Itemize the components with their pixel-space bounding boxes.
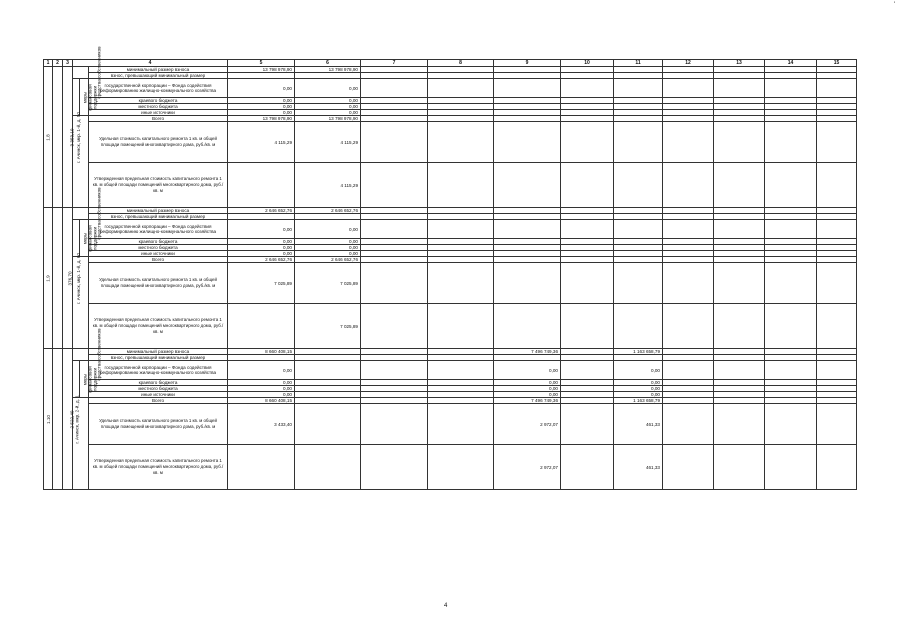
row-label-unit-cost: Удельная стоимость капитального ремонта 1 кв. м общей площади помещений многоквартирного дома, руб./кв. м [89, 404, 228, 445]
block-number [44, 67, 53, 208]
block-area-text: 2 522,40 [69, 410, 75, 428]
header-cell-8: 8 [428, 60, 494, 67]
row-label-over-min: взнос, превышающий минимальный размер [89, 355, 228, 361]
value-cell [561, 79, 614, 98]
value-cell [428, 122, 494, 163]
value-cell [817, 263, 857, 304]
block-number-text: 1.8 [45, 133, 51, 141]
support-label-text: меры финансовой поддержки [82, 365, 98, 393]
value-cell [765, 79, 817, 98]
row-label-other: иные источники [89, 392, 228, 398]
value-cell [228, 304, 295, 349]
value-cell: 0,00 [295, 79, 361, 98]
block-number-text: 1.10 [45, 414, 51, 424]
value-cell [663, 445, 714, 490]
value-cell [561, 361, 614, 380]
value-cell: 0,00 [494, 386, 561, 392]
value-cell [614, 163, 663, 208]
value-cell: 13 798 978,90 [295, 67, 361, 73]
table-row [44, 163, 857, 208]
row-label-min-fee: минимальный размер взноса [89, 208, 228, 214]
value-cell [765, 404, 817, 445]
row-label-unit-cost: Удельная стоимость капитального ремонта 1 кв. м общей площади помещений многоквартирного дома, руб./кв. м [89, 263, 228, 304]
value-cell: 2 972,07 [494, 445, 561, 490]
page-number: 4 [444, 603, 448, 609]
value-cell [295, 404, 361, 445]
value-cell [817, 404, 857, 445]
value-cell: 1 163 658,79 [614, 349, 663, 355]
support-label-text: меры финансовой поддержки [82, 224, 98, 252]
row-label-total: Всего [89, 116, 228, 122]
value-cell [228, 163, 295, 208]
row-label-unit-cost: Удельная стоимость капитального ремонта 1 кв. м общей площади помещений многоквартирного дома, руб./кв. м [89, 122, 228, 163]
value-cell: 0,00 [228, 251, 295, 257]
block-area [63, 349, 73, 490]
value-cell [765, 163, 817, 208]
row-label-local: местного бюджета [89, 386, 228, 392]
value-cell: 0,00 [228, 386, 295, 392]
value-cell [714, 361, 765, 380]
value-cell [663, 220, 714, 239]
value-cell [361, 445, 428, 490]
value-cell: 0,00 [228, 361, 295, 380]
row-label-over-min: взнос, превышающий минимальный размер [89, 214, 228, 220]
value-cell [561, 445, 614, 490]
value-cell [614, 79, 663, 98]
row-label-regional: краевого бюджета [89, 98, 228, 104]
value-cell [817, 304, 857, 349]
table-row [44, 79, 857, 98]
value-cell: 2 646 652,76 [295, 208, 361, 214]
block-area [63, 208, 73, 349]
value-cell: 4 115,29 [295, 122, 361, 163]
table-row [44, 361, 857, 380]
value-cell: 2 646 652,76 [228, 208, 295, 214]
row-label-min-fee: минимальный размер взноса [89, 67, 228, 73]
value-cell: 0,00 [614, 361, 663, 380]
value-cell [561, 220, 614, 239]
row-label-state-corp: государственной корпорации – Фонда содействия реформированию жилищно-коммунального хозяйства [89, 361, 228, 380]
value-cell [228, 445, 295, 490]
value-cell [817, 445, 857, 490]
row-label-approved-cost: Утвержденная предельная стоимость капитального ремонта 1 кв. м общей площади помещений многоквартирного дома, руб./кв. м [89, 163, 228, 208]
value-cell [494, 122, 561, 163]
value-cell: 4 115,29 [228, 122, 295, 163]
value-cell: 7 496 749,36 [494, 349, 561, 355]
value-cell [295, 361, 361, 380]
repair-plan-grid [43, 46, 857, 490]
value-cell: 0,00 [295, 104, 361, 110]
table-row [44, 404, 857, 445]
value-cell: 0,00 [228, 110, 295, 116]
row-label-over-min: взнос, превышающий минимальный размер [89, 73, 228, 79]
value-cell: 7 496 749,36 [494, 398, 561, 404]
value-cell [765, 361, 817, 380]
value-cell: 0,00 [228, 380, 295, 386]
value-cell [714, 263, 765, 304]
corner-mark: ' [894, 2, 896, 8]
value-cell [361, 361, 428, 380]
row-label-other: иные источники [89, 251, 228, 257]
value-cell: 0,00 [228, 104, 295, 110]
block-address-text: г. Ачинск, мкр. 1-й, д. 60 [75, 252, 81, 304]
value-cell [428, 361, 494, 380]
value-cell [561, 304, 614, 349]
value-cell [614, 122, 663, 163]
value-cell [663, 263, 714, 304]
value-cell: 7 025,89 [228, 263, 295, 304]
table-row [44, 122, 857, 163]
value-cell: 2 646 652,76 [228, 257, 295, 263]
value-cell [561, 404, 614, 445]
header-cell-10: 10 [561, 60, 614, 67]
value-cell: 0,00 [295, 110, 361, 116]
value-cell [765, 445, 817, 490]
value-cell [663, 361, 714, 380]
row-label-approved-cost: Утвержденная предельная стоимость капитального ремонта 1 кв. м общей площади помещений многоквартирного дома, руб./кв. м [89, 445, 228, 490]
table-row [44, 304, 857, 349]
value-cell [663, 304, 714, 349]
value-cell: 1 163 658,79 [614, 398, 663, 404]
value-cell [428, 220, 494, 239]
value-cell: 0,00 [228, 245, 295, 251]
value-cell: 0,00 [295, 251, 361, 257]
value-cell: 461,33 [614, 445, 663, 490]
value-cell: 13 798 978,90 [228, 116, 295, 122]
value-cell: 0,00 [295, 239, 361, 245]
header-cell-4: 4 [73, 60, 228, 67]
header-cell-9: 9 [494, 60, 561, 67]
value-cell: 0,00 [494, 392, 561, 398]
value-cell: 0,00 [228, 98, 295, 104]
value-cell [614, 220, 663, 239]
block-area [63, 67, 73, 208]
value-cell [663, 79, 714, 98]
header-cell-6: 6 [295, 60, 361, 67]
value-cell: 0,00 [494, 380, 561, 386]
value-cell: 3 433,40 [228, 404, 295, 445]
value-cell [361, 79, 428, 98]
header-cell-5: 5 [228, 60, 295, 67]
value-cell: 0,00 [614, 392, 663, 398]
value-cell [817, 220, 857, 239]
value-cell [561, 122, 614, 163]
support-label [73, 220, 98, 257]
header-cell-14: 14 [765, 60, 817, 67]
value-cell [361, 163, 428, 208]
row-label-state-corp: государственной корпорации – Фонда содействия реформированию жилищно-коммунального хозяйства [89, 220, 228, 239]
repair-plan-table [43, 46, 840, 499]
value-cell [714, 404, 765, 445]
table-row [44, 220, 857, 239]
value-cell [765, 263, 817, 304]
value-cell [494, 79, 561, 98]
value-cell [561, 163, 614, 208]
value-cell: 8 660 408,15 [228, 398, 295, 404]
value-cell: 0,00 [295, 245, 361, 251]
value-cell [494, 163, 561, 208]
value-cell [714, 445, 765, 490]
value-cell [428, 445, 494, 490]
value-cell: 0,00 [228, 220, 295, 239]
value-cell [428, 263, 494, 304]
value-cell [663, 122, 714, 163]
value-cell: 13 798 978,90 [228, 67, 295, 73]
value-cell [614, 304, 663, 349]
block-number-text: 1.9 [45, 274, 51, 282]
value-cell: 0,00 [614, 386, 663, 392]
table-row [44, 445, 857, 490]
header-cell-15: 15 [817, 60, 857, 67]
value-cell [428, 404, 494, 445]
value-cell [817, 79, 857, 98]
table-row [44, 263, 857, 304]
value-cell [714, 304, 765, 349]
value-cell: 0,00 [228, 239, 295, 245]
value-cell [817, 122, 857, 163]
value-cell: 0,00 [494, 361, 561, 380]
support-label [73, 79, 98, 116]
value-cell [663, 163, 714, 208]
header-row [44, 60, 857, 67]
header-cell-12: 12 [663, 60, 714, 67]
value-cell [765, 220, 817, 239]
value-cell [361, 122, 428, 163]
value-cell: 2 972,07 [494, 404, 561, 445]
block-number [44, 208, 53, 349]
value-cell: 0,00 [228, 392, 295, 398]
row-label-regional: краевого бюджета [89, 239, 228, 245]
own-funds-label-text: средства собственников [96, 46, 102, 99]
row-label-local: местного бюджета [89, 104, 228, 110]
value-cell [428, 163, 494, 208]
row-label-other: иные источники [89, 110, 228, 116]
value-cell [561, 263, 614, 304]
header-cell-7: 7 [361, 60, 428, 67]
value-cell [361, 404, 428, 445]
value-cell: 461,33 [614, 404, 663, 445]
support-label [73, 361, 98, 398]
value-cell: 8 660 408,15 [228, 349, 295, 355]
value-cell: 7 025,89 [295, 304, 361, 349]
value-cell [714, 122, 765, 163]
header-cell-2: 2 [53, 60, 63, 67]
row-label-min-fee: минимальный размер взноса [89, 349, 228, 355]
row-label-regional: краевого бюджета [89, 380, 228, 386]
block-area-text: 376,70 [67, 270, 73, 286]
support-label-text: меры финансовой поддержки [82, 83, 98, 111]
value-cell [817, 361, 857, 380]
header-cell-13: 13 [714, 60, 765, 67]
value-cell: 0,00 [295, 220, 361, 239]
row-label-total: Всего [89, 398, 228, 404]
block-address-text: г. Ачинск, мкр. 2-й, д. 1 [74, 394, 80, 444]
value-cell: 4 115,29 [295, 163, 361, 208]
own-funds-label-text: средства собственников [96, 328, 102, 381]
value-cell [817, 163, 857, 208]
row-label-local: местного бюджета [89, 245, 228, 251]
value-cell: 0,00 [295, 98, 361, 104]
value-cell [765, 304, 817, 349]
header-cell-3: 3 [63, 60, 73, 67]
value-cell [428, 79, 494, 98]
value-cell [494, 220, 561, 239]
block-area-text: 3 353,10 [69, 128, 75, 146]
value-cell [614, 263, 663, 304]
value-cell [714, 79, 765, 98]
row-label-approved-cost: Утвержденная предельная стоимость капитального ремонта 1 кв. м общей площади помещений многоквартирного дома, руб./кв. м [89, 304, 228, 349]
value-cell: 0,00 [228, 79, 295, 98]
header-cell-11: 11 [614, 60, 663, 67]
row-label-total: Всего [89, 257, 228, 263]
value-cell: 0,00 [614, 380, 663, 386]
block-number [44, 349, 53, 490]
value-cell: 13 798 978,90 [295, 116, 361, 122]
value-cell [494, 263, 561, 304]
value-cell [714, 220, 765, 239]
value-cell [361, 304, 428, 349]
value-cell: 2 646 652,76 [295, 257, 361, 263]
value-cell [663, 404, 714, 445]
block-address-text: г. Ачинск, мкр. 1-й, д. 50 [75, 111, 81, 163]
value-cell [428, 304, 494, 349]
value-cell [494, 304, 561, 349]
value-cell [295, 445, 361, 490]
row-label-state-corp: государственной корпорации – Фонда содействия реформированию жилищно-коммунального хозяйства [89, 79, 228, 98]
value-cell [361, 263, 428, 304]
value-cell: 7 025,89 [295, 263, 361, 304]
value-cell [765, 122, 817, 163]
value-cell [361, 220, 428, 239]
value-cell [714, 163, 765, 208]
own-funds-label-text: средства собственников [96, 187, 102, 240]
header-cell-1: 1 [44, 60, 53, 67]
